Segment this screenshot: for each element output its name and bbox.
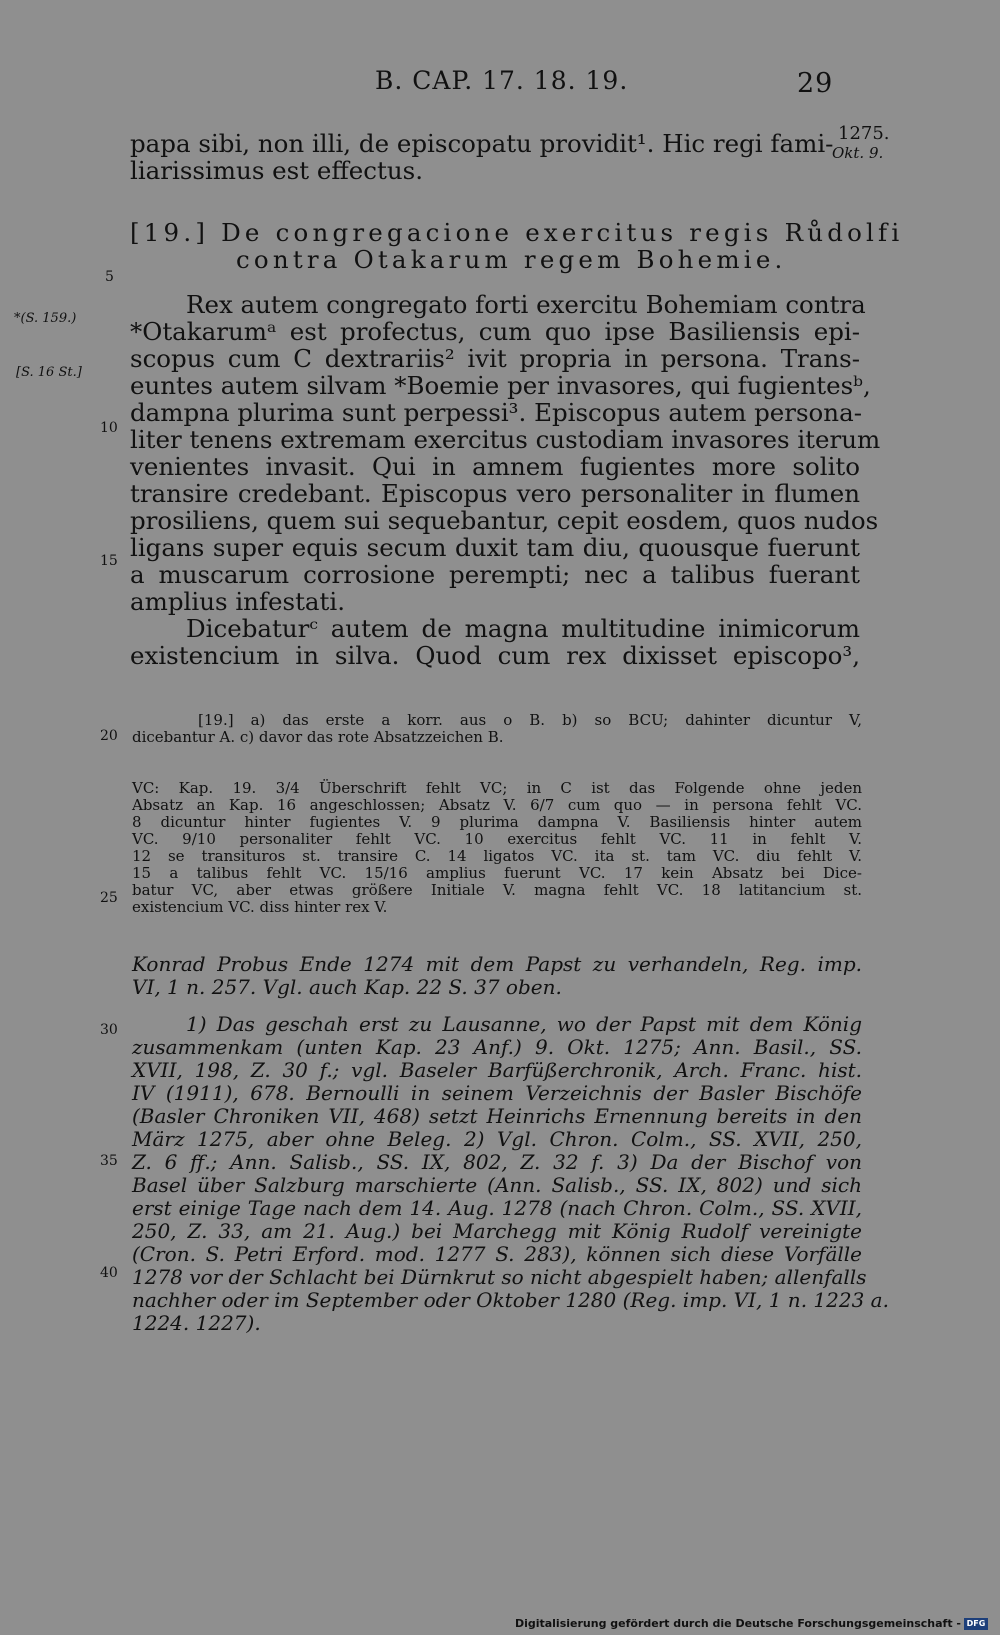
variant-line: 8 dicuntur hinter fugientes V. 9 plurima dampna V. Basiliensis hinter autem: [132, 813, 862, 831]
footnote-line: XVII, 198, Z. 30 f.; vgl. Baseler Barfüßerchronik, Arch. Franc. hist.: [132, 1058, 862, 1082]
text-line: scopus cum C dextrariis² ivit propria in persona. Trans-: [130, 344, 860, 373]
variant-line: batur VC, aber etwas größere Initiale V. magna fehlt VC. 18 latitancium st.: [132, 881, 862, 899]
running-title: B. CAP. 17. 18. 19.: [375, 66, 629, 95]
footnote-line: (Cron. S. Petri Erford. mod. 1277 S. 283), können sich diese Vorfälle: [132, 1242, 862, 1266]
footnote-line: VI, 1 n. 257. Vgl. auch Kap. 22 S. 37 oben.: [132, 975, 562, 999]
text-line: ligans super equis secum duxit tam diu, quousque fuerunt: [130, 533, 860, 562]
text-line: venientes invasit. Qui in amnem fugientes more solito: [130, 452, 860, 481]
digitization-credit: [515, 1617, 988, 1630]
footnote-line: 250, Z. 33, am 21. Aug.) bei Marchegg mit König Rudolf vereinigte: [132, 1219, 862, 1243]
margin-year: 1275.: [838, 123, 890, 144]
variant-line: 15 a talibus fehlt VC. 15/16 amplius fuerunt VC. 17 kein Absatz bei Dice-: [132, 864, 862, 882]
footnote-line: erst einige Tage nach dem 14. Aug. 1278 (nach Chron. Colm., SS. XVII,: [132, 1196, 862, 1220]
line-number: 15: [100, 553, 118, 569]
line-number: 10: [100, 420, 118, 436]
margin-page-ref: *(S. 159.): [14, 311, 77, 326]
text-line: existencium in silva. Quod cum rex dixisset episcopo³,: [130, 641, 860, 670]
footnote-line: 1278 vor der Schlacht bei Dürnkrut so nicht abgespielt haben; allenfalls: [132, 1265, 867, 1289]
variant-line: Absatz an Kap. 16 angeschlossen; Absatz V. 6/7 cum quo — in persona fehlt VC.: [132, 796, 862, 814]
text-line: *Otakarumᵃ est profectus, cum quo ipse Basiliensis epi-: [130, 317, 860, 346]
line-number: 20: [100, 728, 118, 744]
text-line: liarissimus est effectus.: [130, 156, 423, 185]
chapter-heading: [19.] De congregacione exercitus regis Růdolfi: [130, 218, 904, 247]
footnote-line: zusammenkam (unten Kap. 23 Anf.) 9. Okt. 1275; Ann. Basil., SS.: [132, 1035, 862, 1059]
apparatus-line: dicebantur A. c) davor das rote Absatzzeichen B.: [132, 728, 504, 746]
footnote-line: nachher oder im September oder Oktober 1280 (Reg. imp. VI, 1 n. 1223 a.: [132, 1288, 889, 1312]
text-line: transire credebant. Episcopus vero personaliter in flumen: [130, 479, 860, 508]
footnote-line: Basel über Salzburg marschierte (Ann. Salisb., SS. IX, 802) und sich: [132, 1173, 862, 1197]
line-number: 40: [100, 1265, 118, 1281]
variant-line: VC. 9/10 personaliter fehlt VC. 10 exercitus fehlt VC. 11 in fehlt V.: [132, 830, 862, 848]
text-line: Rex autem congregato forti exercitu Bohemiam contra: [186, 290, 866, 319]
text-line: papa sibi, non illi, de episcopatu providit¹. Hic regi fami-: [130, 129, 834, 158]
margin-page-ref: [S. 16 St.]: [16, 365, 82, 380]
footnote-line: 1) Das geschah erst zu Lausanne, wo der Papst mit dem König: [186, 1012, 862, 1036]
footnote-line: IV (1911), 678. Bernoulli in seinem Verzeichnis der Basler Bischöfe: [132, 1081, 862, 1105]
line-number: 5: [105, 269, 114, 285]
credit-text: Digitalisierung gefördert durch die Deutsche Forschungsgemeinschaft -: [514, 1617, 961, 1630]
text-line: amplius infestati.: [130, 587, 346, 616]
text-line: prosiliens, quem sui sequebantur, cepit eosdem, quos nudos: [130, 506, 879, 535]
page-number: 29: [797, 68, 834, 99]
footnote-line: März 1275, aber ohne Beleg. 2) Vgl. Chron. Colm., SS. XVII, 250,: [132, 1127, 862, 1151]
text-line: Dicebaturᶜ autem de magna multitudine inimicorum: [186, 614, 860, 643]
dfg-logo: DFG: [964, 1618, 988, 1630]
variant-line: 12 se transituros st. transire C. 14 ligatos VC. ita st. tam VC. diu fehlt V.: [132, 847, 862, 865]
variant-line: VC: Kap. 19. 3/4 Überschrift fehlt VC; in C ist das Folgende ohne jeden: [132, 779, 862, 797]
chapter-heading: contra Otakarum regem Bohemie.: [236, 245, 787, 274]
text-line: a muscarum corrosione perempti; nec a talibus fuerant: [130, 560, 860, 589]
footnote-line: Konrad Probus Ende 1274 mit dem Papst zu verhandeln, Reg. imp.: [132, 952, 862, 976]
margin-date: Okt. 9.: [832, 144, 884, 162]
text-line: liter tenens extremam exercitus custodiam invasores iterum: [130, 425, 881, 454]
footnote-line: (Basler Chroniken VII, 468) setzt Heinrichs Ernennung bereits in den: [132, 1104, 862, 1128]
footnote-line: 1224. 1227).: [132, 1311, 261, 1335]
text-line: euntes autem silvam *Boemie per invasores, qui fugientesᵇ,: [130, 371, 871, 400]
line-number: 30: [100, 1022, 118, 1038]
line-number: 35: [100, 1153, 118, 1169]
apparatus-line: [19.] a) das erste a korr. aus o B. b) so BCU; dahinter dicuntur V,: [198, 711, 862, 729]
text-line: dampna plurima sunt perpessi³. Episcopus autem persona-: [130, 398, 862, 427]
variant-line: existencium VC. diss hinter rex V.: [132, 898, 388, 916]
footnote-line: Z. 6 ff.; Ann. Salisb., SS. IX, 802, Z. 32 f. 3) Da der Bischof von: [132, 1150, 862, 1174]
line-number: 25: [100, 890, 118, 906]
